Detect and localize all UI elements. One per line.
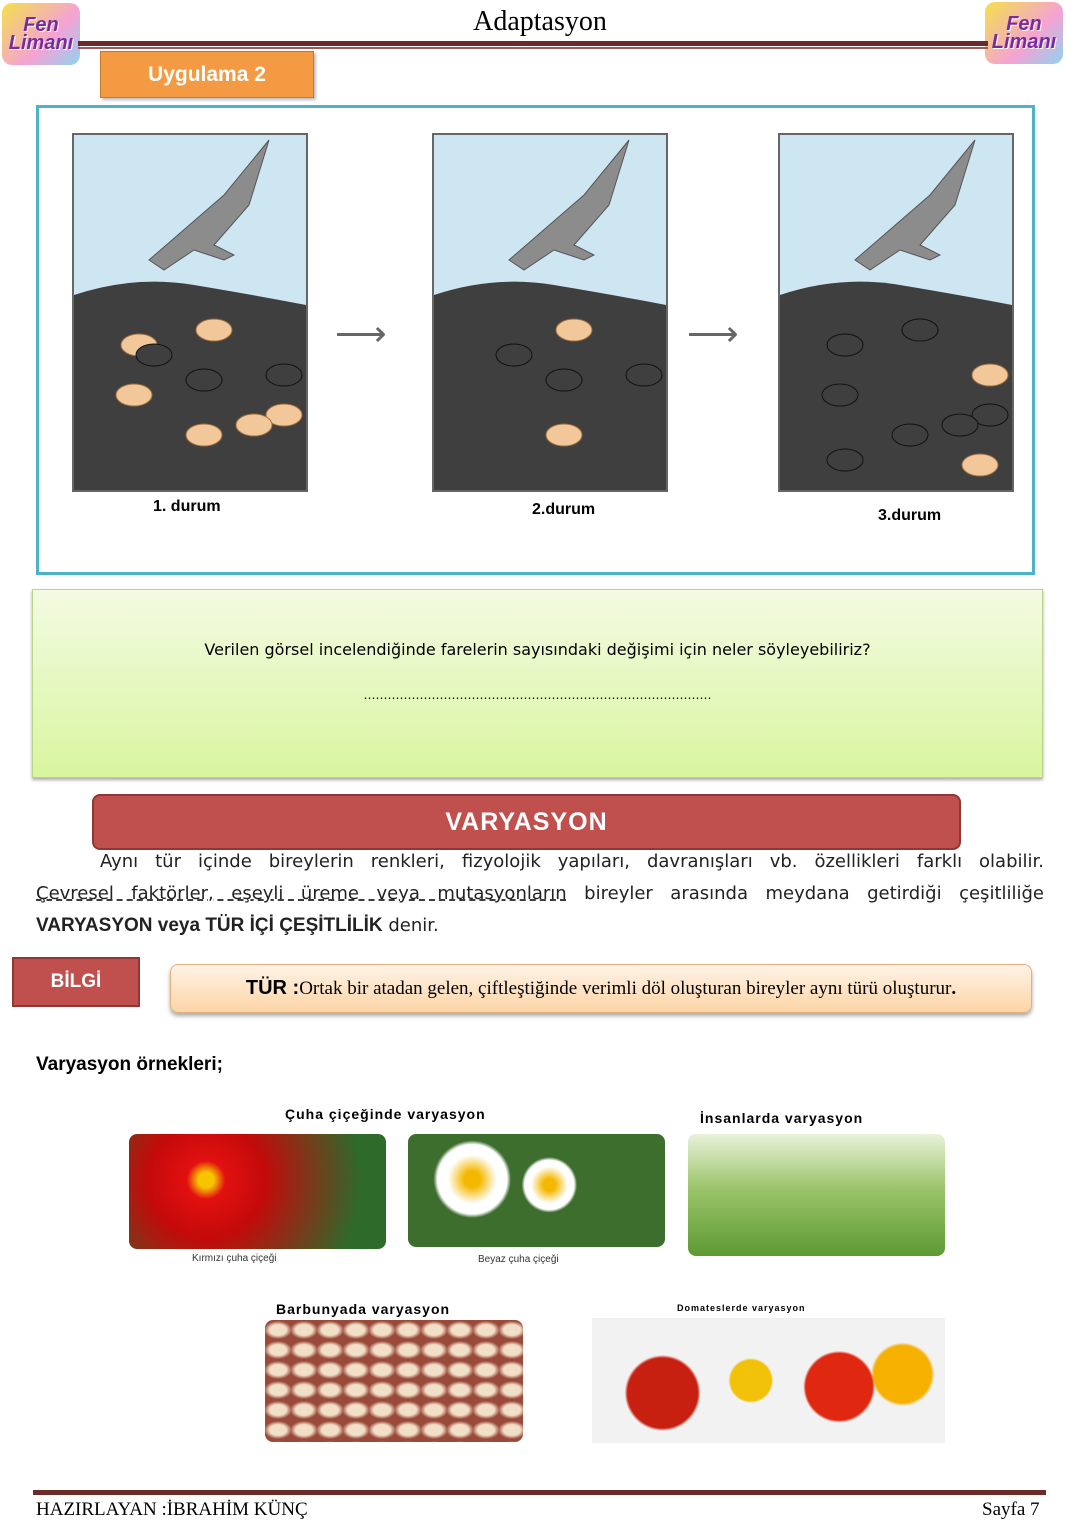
panel-2 xyxy=(432,133,668,492)
text: denir. xyxy=(382,915,439,936)
question-text: Verilen görsel incelendiğinde farelerin sayısındaki değişimi için neler söyleyebiliriz? xyxy=(204,640,871,659)
panel-1 xyxy=(72,133,308,492)
light-mouse xyxy=(236,414,272,436)
header-divider-thin xyxy=(78,47,988,49)
header-divider xyxy=(78,41,988,46)
definition: Ortak bir atadan gelen, çiftleştiğinde verimli döl oluşturan bireyler aynı türü oluşturur xyxy=(299,977,952,999)
hawk-icon xyxy=(509,140,629,270)
examples-heading: Varyasyon örnekleri; xyxy=(36,1054,223,1075)
light-mouse xyxy=(116,384,152,406)
page-title: Adaptasyon xyxy=(473,6,607,37)
bilgi-badge: BİLGİ xyxy=(12,957,140,1007)
mouse-figure xyxy=(36,105,1035,575)
footer-author: HAZIRLAYAN :İBRAHİM KÜNÇ xyxy=(36,1499,308,1520)
cuha-title: Çuha çiçeğinde varyasyon xyxy=(285,1106,486,1122)
page-number: Sayfa 7 xyxy=(982,1499,1040,1520)
tomatoes-photo xyxy=(592,1318,945,1443)
fen-limani-logo-right: Fen Limanı xyxy=(985,2,1063,64)
dark-mouse xyxy=(827,334,863,356)
light-mouse xyxy=(556,319,592,341)
dark-mouse xyxy=(136,344,172,366)
dark-mouse xyxy=(496,344,532,366)
light-mouse xyxy=(962,454,998,476)
variation-line-3 xyxy=(36,915,1044,937)
dark-mouse xyxy=(822,384,858,406)
bean-title: Barbunyada varyasyon xyxy=(276,1301,451,1317)
beans-photo xyxy=(265,1320,523,1442)
dark-mouse xyxy=(626,364,662,386)
panel-label: 2.durum xyxy=(532,501,596,518)
arrow-right-icon: ⟶ xyxy=(687,313,739,354)
dark-mouse xyxy=(546,369,582,391)
dark-mouse xyxy=(942,414,978,436)
panel-label: 3.durum xyxy=(878,507,942,524)
question-box xyxy=(32,589,1043,778)
period: . xyxy=(951,977,957,999)
fen-limani-logo-left: Fen Limanı xyxy=(2,3,80,65)
hawk-icon xyxy=(855,140,975,270)
white-caption: Beyaz çuha çiçeği xyxy=(478,1254,559,1265)
variation-line-1: Aynı tür içinde bireylerin renkleri, fizyolojik yapıları, davranışları vb. özellikleri farklı olabilir. xyxy=(100,851,1044,872)
white-primrose-photo xyxy=(408,1134,665,1247)
dark-mouse xyxy=(902,319,938,341)
panel-3 xyxy=(778,133,1014,492)
dark-mouse xyxy=(827,449,863,471)
section-label: Uygulama 2 xyxy=(100,51,314,98)
underlined-factors: Çevresel faktörler, eşeyli üreme veya mutasyonların xyxy=(36,883,567,904)
panel-label: 1. durum xyxy=(153,498,221,515)
variation-line-2 xyxy=(36,883,1044,904)
light-mouse xyxy=(972,364,1008,386)
red-caption: Kırmızı çuha çiçeği xyxy=(192,1253,277,1264)
light-mouse xyxy=(196,319,232,341)
hawk-icon xyxy=(149,140,269,270)
dark-mouse xyxy=(266,364,302,386)
light-mouse xyxy=(546,424,582,446)
red-primrose-photo xyxy=(129,1134,386,1249)
light-mouse xyxy=(186,424,222,446)
footer-divider xyxy=(33,1490,1046,1495)
arrow-right-icon: ⟶ xyxy=(335,313,387,354)
varyasyon-banner: VARYASYON xyxy=(92,794,961,850)
text: bireyler arasında meydana getirdiği çeşitliliğe xyxy=(566,883,1045,904)
human-title: İnsanlarda varyasyon xyxy=(700,1110,864,1126)
dark-mouse xyxy=(186,369,222,391)
answer-line[interactable]: …………………………………………………………………………… xyxy=(363,688,712,702)
children-photo xyxy=(688,1134,945,1256)
bold-term: VARYASYON veya TÜR İÇİ ÇEŞİTLİLİK xyxy=(36,915,383,936)
tomato-title: Domateslerde varyasyon xyxy=(677,1303,806,1313)
dark-mouse xyxy=(892,424,928,446)
tur-definition-box xyxy=(170,964,1032,1013)
term: TÜR : xyxy=(245,977,300,999)
